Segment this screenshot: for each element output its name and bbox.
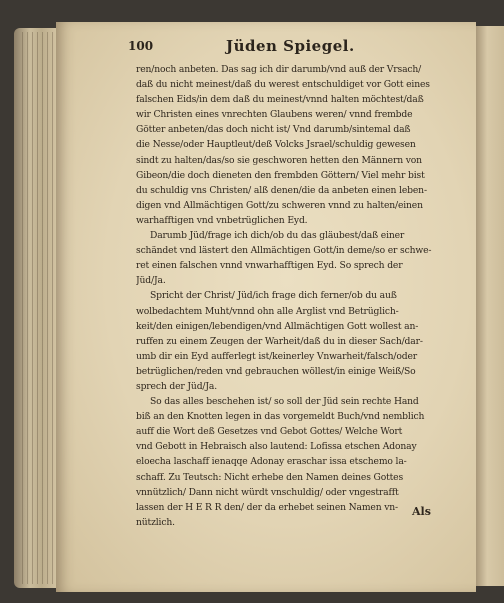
- text-line: ruffen zu einem Zeugen der Warheit/daß du in dieser Sach/dar-: [136, 335, 423, 347]
- text-line: ren/noch anbeten. Das sag ich dir darumb/vnd auß der Vrsach/: [136, 64, 422, 75]
- text-line: Götter anbeten/das doch nicht ist/ Vnd darumb/sintemal daß: [136, 124, 411, 136]
- page-number: 100: [128, 39, 154, 53]
- text-line: auff die Wort deß Gesetzes vnd Gebot Gottes/ Welche Wort: [136, 426, 403, 438]
- page-edge-lines: [22, 32, 56, 584]
- text-line: du schuldig vns Christen/ alß denen/die da anbeten einen leben-: [136, 184, 427, 196]
- text-line: sindt zu halten/das/so sie geschworen hetten den Männern von: [136, 154, 422, 166]
- text-line: falschen Eids/in dem daß du meinest/vnnd halten möchtest/daß: [136, 94, 424, 106]
- text-line: vnnützlich/ Dann nicht würdt vnschuldig/ oder vngestrafft: [136, 486, 399, 498]
- text-line: schaff. Zu Teutsch: Nicht erhebe den Namen deines Gottes: [136, 471, 404, 483]
- text-line: lassen der H E R R den/ der da erhebet seinen Namen vn-: [136, 501, 399, 513]
- text-line: schändet vnd lästert den Allmächtigen Gott/in deme/so er schwe-: [136, 245, 432, 257]
- text-line: eloecha laschaff ienaqqe Adonay eraschar issa etschemo la-: [136, 456, 407, 468]
- text-line: umb dir ein Eyd aufferlegt ist/keinerley Vnwarheit/falsch/oder: [136, 350, 417, 362]
- page-body-text: [136, 62, 443, 530]
- text-line: Darumb Jüd/frage ich dich/ob du das gläubest/daß einer: [150, 230, 405, 242]
- text-line: sprech der Jüd/Ja.: [136, 380, 217, 392]
- text-line: vnd Gebott in Hebraisch also lautend: Lofissa etschen Adonay: [136, 441, 417, 453]
- text-line: wolbedachtem Muht/vnnd ohn alle Arglist vnd Betrüglich-: [136, 305, 399, 317]
- page-header: [128, 37, 448, 59]
- text-line: digen vnd Allmächtigen Gott/zu schweren vnnd zu halten/einen: [136, 199, 423, 211]
- facing-page-edge: [476, 26, 504, 586]
- catchword: Als: [412, 505, 431, 518]
- text-line: nützlich.: [136, 516, 175, 528]
- text-line: daß du nicht meinest/daß du werest entschuldiget vor Gott eines: [136, 79, 430, 91]
- text-line: betrüglichen/reden vnd gebrauchen wöllest/in einige Weiß/So: [136, 365, 416, 377]
- text-line: biß an den Knotten legen in das vorgemeldt Buch/vnd nemblich: [136, 411, 425, 423]
- text-line: Gibeon/die doch dieneten den frembden Göttern/ Viel mehr bist: [136, 169, 425, 181]
- running-title: Jüden Spiegel.: [226, 37, 355, 55]
- text-line: warhafftigen vnd vnbetrüglichen Eyd.: [136, 214, 308, 226]
- text-line: keit/den einigen/lebendigen/vnd Allmächtigen Gott wollest an-: [136, 320, 419, 332]
- text-line: die Nesse/oder Hauptleut/deß Volcks Jsrael/schuldig gewesen: [136, 139, 416, 151]
- text-line: ret einen falschen vnnd vnwarhafftigen Eyd. So sprech der: [136, 260, 403, 272]
- text-line: wir Christen eines vnrechten Glaubens weren/ vnnd frembde: [136, 109, 413, 121]
- text-line: Spricht der Christ/ Jüd/ich frage dich ferner/ob du auß: [150, 290, 397, 302]
- text-line: So das alles beschehen ist/ so soll der Jüd sein rechte Hand: [150, 396, 419, 408]
- text-line: Jüd/Ja.: [136, 275, 166, 287]
